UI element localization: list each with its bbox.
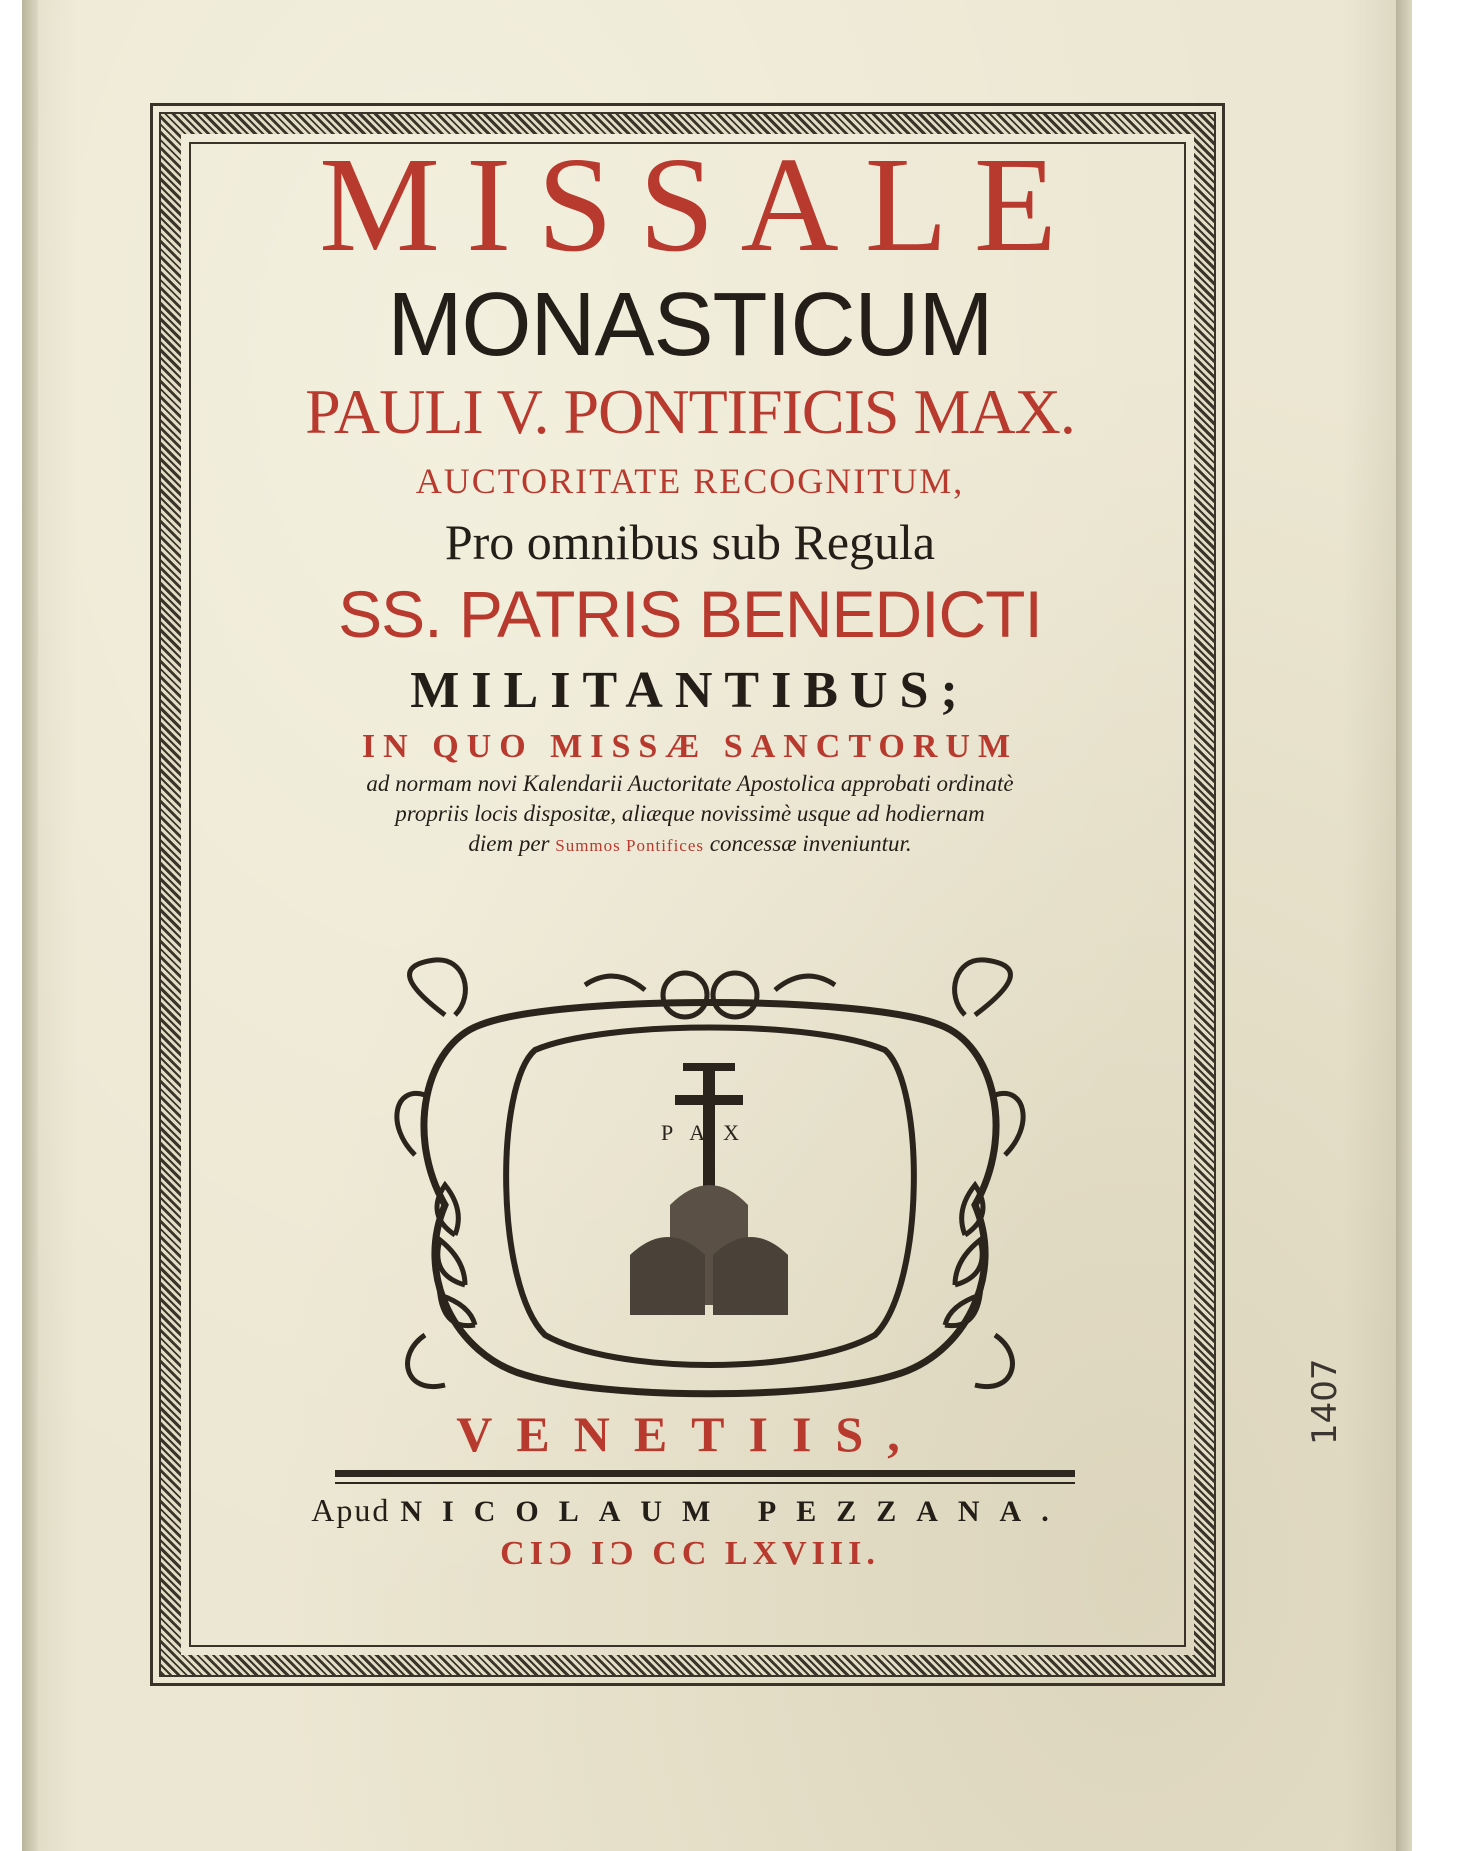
title-pauli: PAULI V. PONTIFICIS MAX. bbox=[305, 376, 1075, 447]
imprint-rule-thick bbox=[335, 1470, 1075, 1477]
imprint-printer: NICOLAUM PEZZANA. bbox=[400, 1495, 1069, 1528]
title-militantibus: MILITANTIBUS; bbox=[410, 662, 970, 719]
imprint-printer-line bbox=[190, 1492, 1190, 1529]
title-monasticum: MONASTICUM bbox=[387, 275, 993, 375]
title-pro-omnibus: Pro omnibus sub Regula bbox=[444, 514, 936, 570]
emblem-pax: PAX bbox=[661, 1120, 757, 1145]
description-diem: diem per bbox=[468, 831, 550, 856]
title-auctoritate: AUCTORITATE RECOGNITUM, bbox=[415, 461, 965, 501]
paper-right-edge bbox=[1396, 0, 1412, 1851]
description-concessae: concessæ inveniuntur. bbox=[709, 831, 912, 856]
description-line-1: ad normam novi Kalendarii Auctoritate Apostolica approbati ordinatè bbox=[366, 771, 1014, 796]
title-missale: MISSALE bbox=[319, 130, 1083, 280]
title-in-quo: IN QUO MISSÆ SANCTORUM bbox=[361, 728, 1019, 765]
description-summos: Summos Pontifices bbox=[555, 836, 705, 855]
printer-emblem-icon bbox=[385, 955, 1035, 1405]
title-benedicti: SS. PATRIS BENEDICTI bbox=[338, 577, 1042, 651]
title-block bbox=[190, 130, 1190, 861]
imprint-year: CIϽ IϽ CC LXVIII. bbox=[500, 1535, 880, 1572]
handwritten-shelfmark bbox=[1305, 1405, 1415, 1445]
imprint-apud: Apud bbox=[311, 1492, 391, 1528]
imprint-rule-thin bbox=[335, 1482, 1075, 1484]
imprint-place: VENETIIS, bbox=[456, 1406, 924, 1462]
description-line-2: propriis locis dispositæ, aliæque novissimè usque ad hodiernam bbox=[395, 801, 985, 826]
description-line-3 bbox=[190, 829, 1190, 861]
paper-left-edge bbox=[22, 0, 38, 1851]
